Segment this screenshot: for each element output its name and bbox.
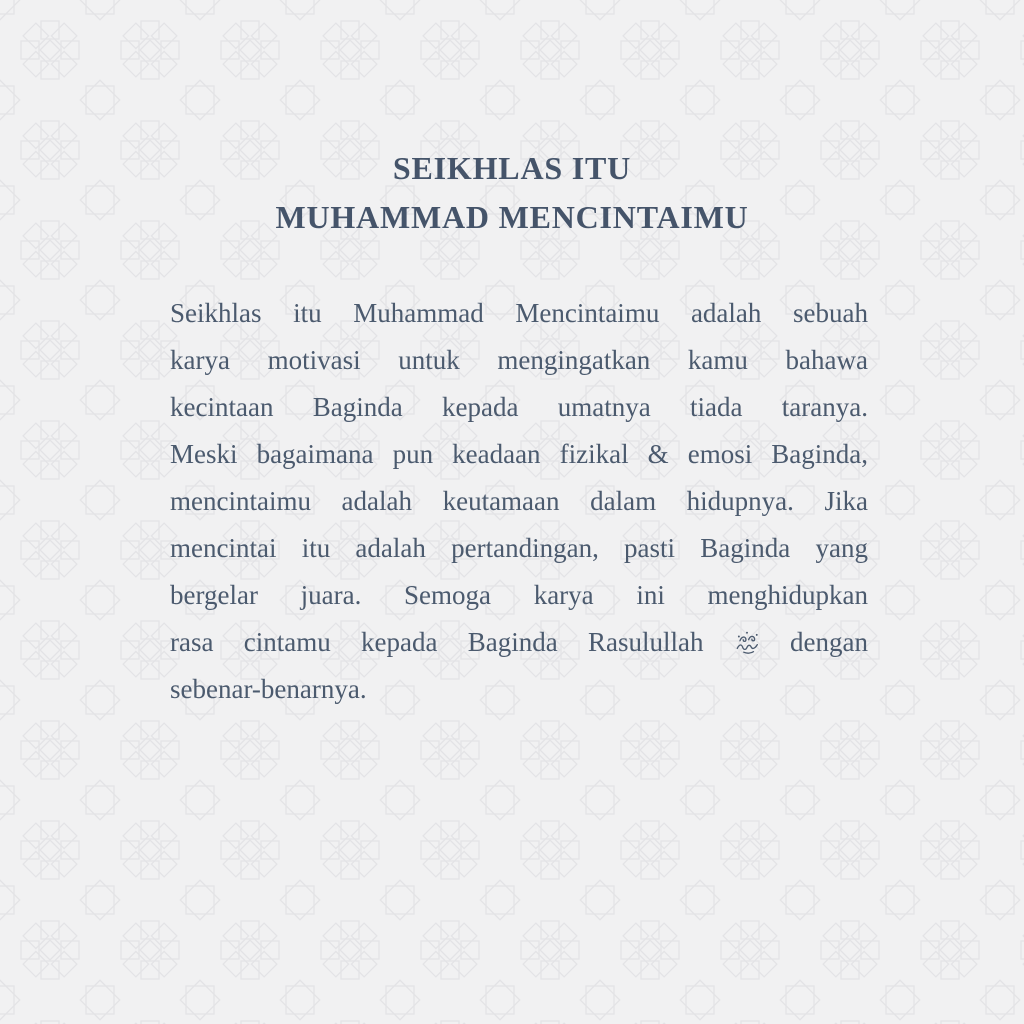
paragraph-line: mencintaimu adalah keutamaan dalam hidupnya. Jika bbox=[170, 486, 868, 516]
paragraph-line: bergelar juara. Semoga karya ini menghidupkan bbox=[170, 580, 868, 610]
description-paragraph bbox=[170, 290, 868, 713]
paragraph-line: Seikhlas itu Muhammad Mencintaimu adalah sebuah bbox=[170, 298, 868, 328]
paragraph-line: karya motivasi untuk mengingatkan kamu bahawa bbox=[170, 345, 868, 375]
title-line-1: SEIKHLAS ITU bbox=[392, 150, 632, 186]
paragraph-line-with-ligature bbox=[170, 619, 868, 666]
paragraph-line8-text-before: rasa cintamu kepada Baginda Rasulullah bbox=[170, 627, 704, 657]
paragraph-line8-text-after: dengan bbox=[790, 627, 869, 657]
paragraph-line: sebenar-benarnya. bbox=[170, 674, 367, 704]
paragraph-line: mencintai itu adalah pertandingan, pasti Baginda yang bbox=[170, 533, 868, 563]
page-title bbox=[0, 144, 1024, 242]
paragraph-line: kecintaan Baginda kepada umatnya tiada taranya. bbox=[170, 392, 868, 422]
paragraph-line: Meski bagaimana pun keadaan fizikal & emosi Baginda, bbox=[170, 439, 868, 469]
title-line-2: MUHAMMAD MENCINTAIMU bbox=[275, 199, 749, 235]
sallallahu-alayhi-wasallam-ligature-icon bbox=[734, 630, 760, 656]
